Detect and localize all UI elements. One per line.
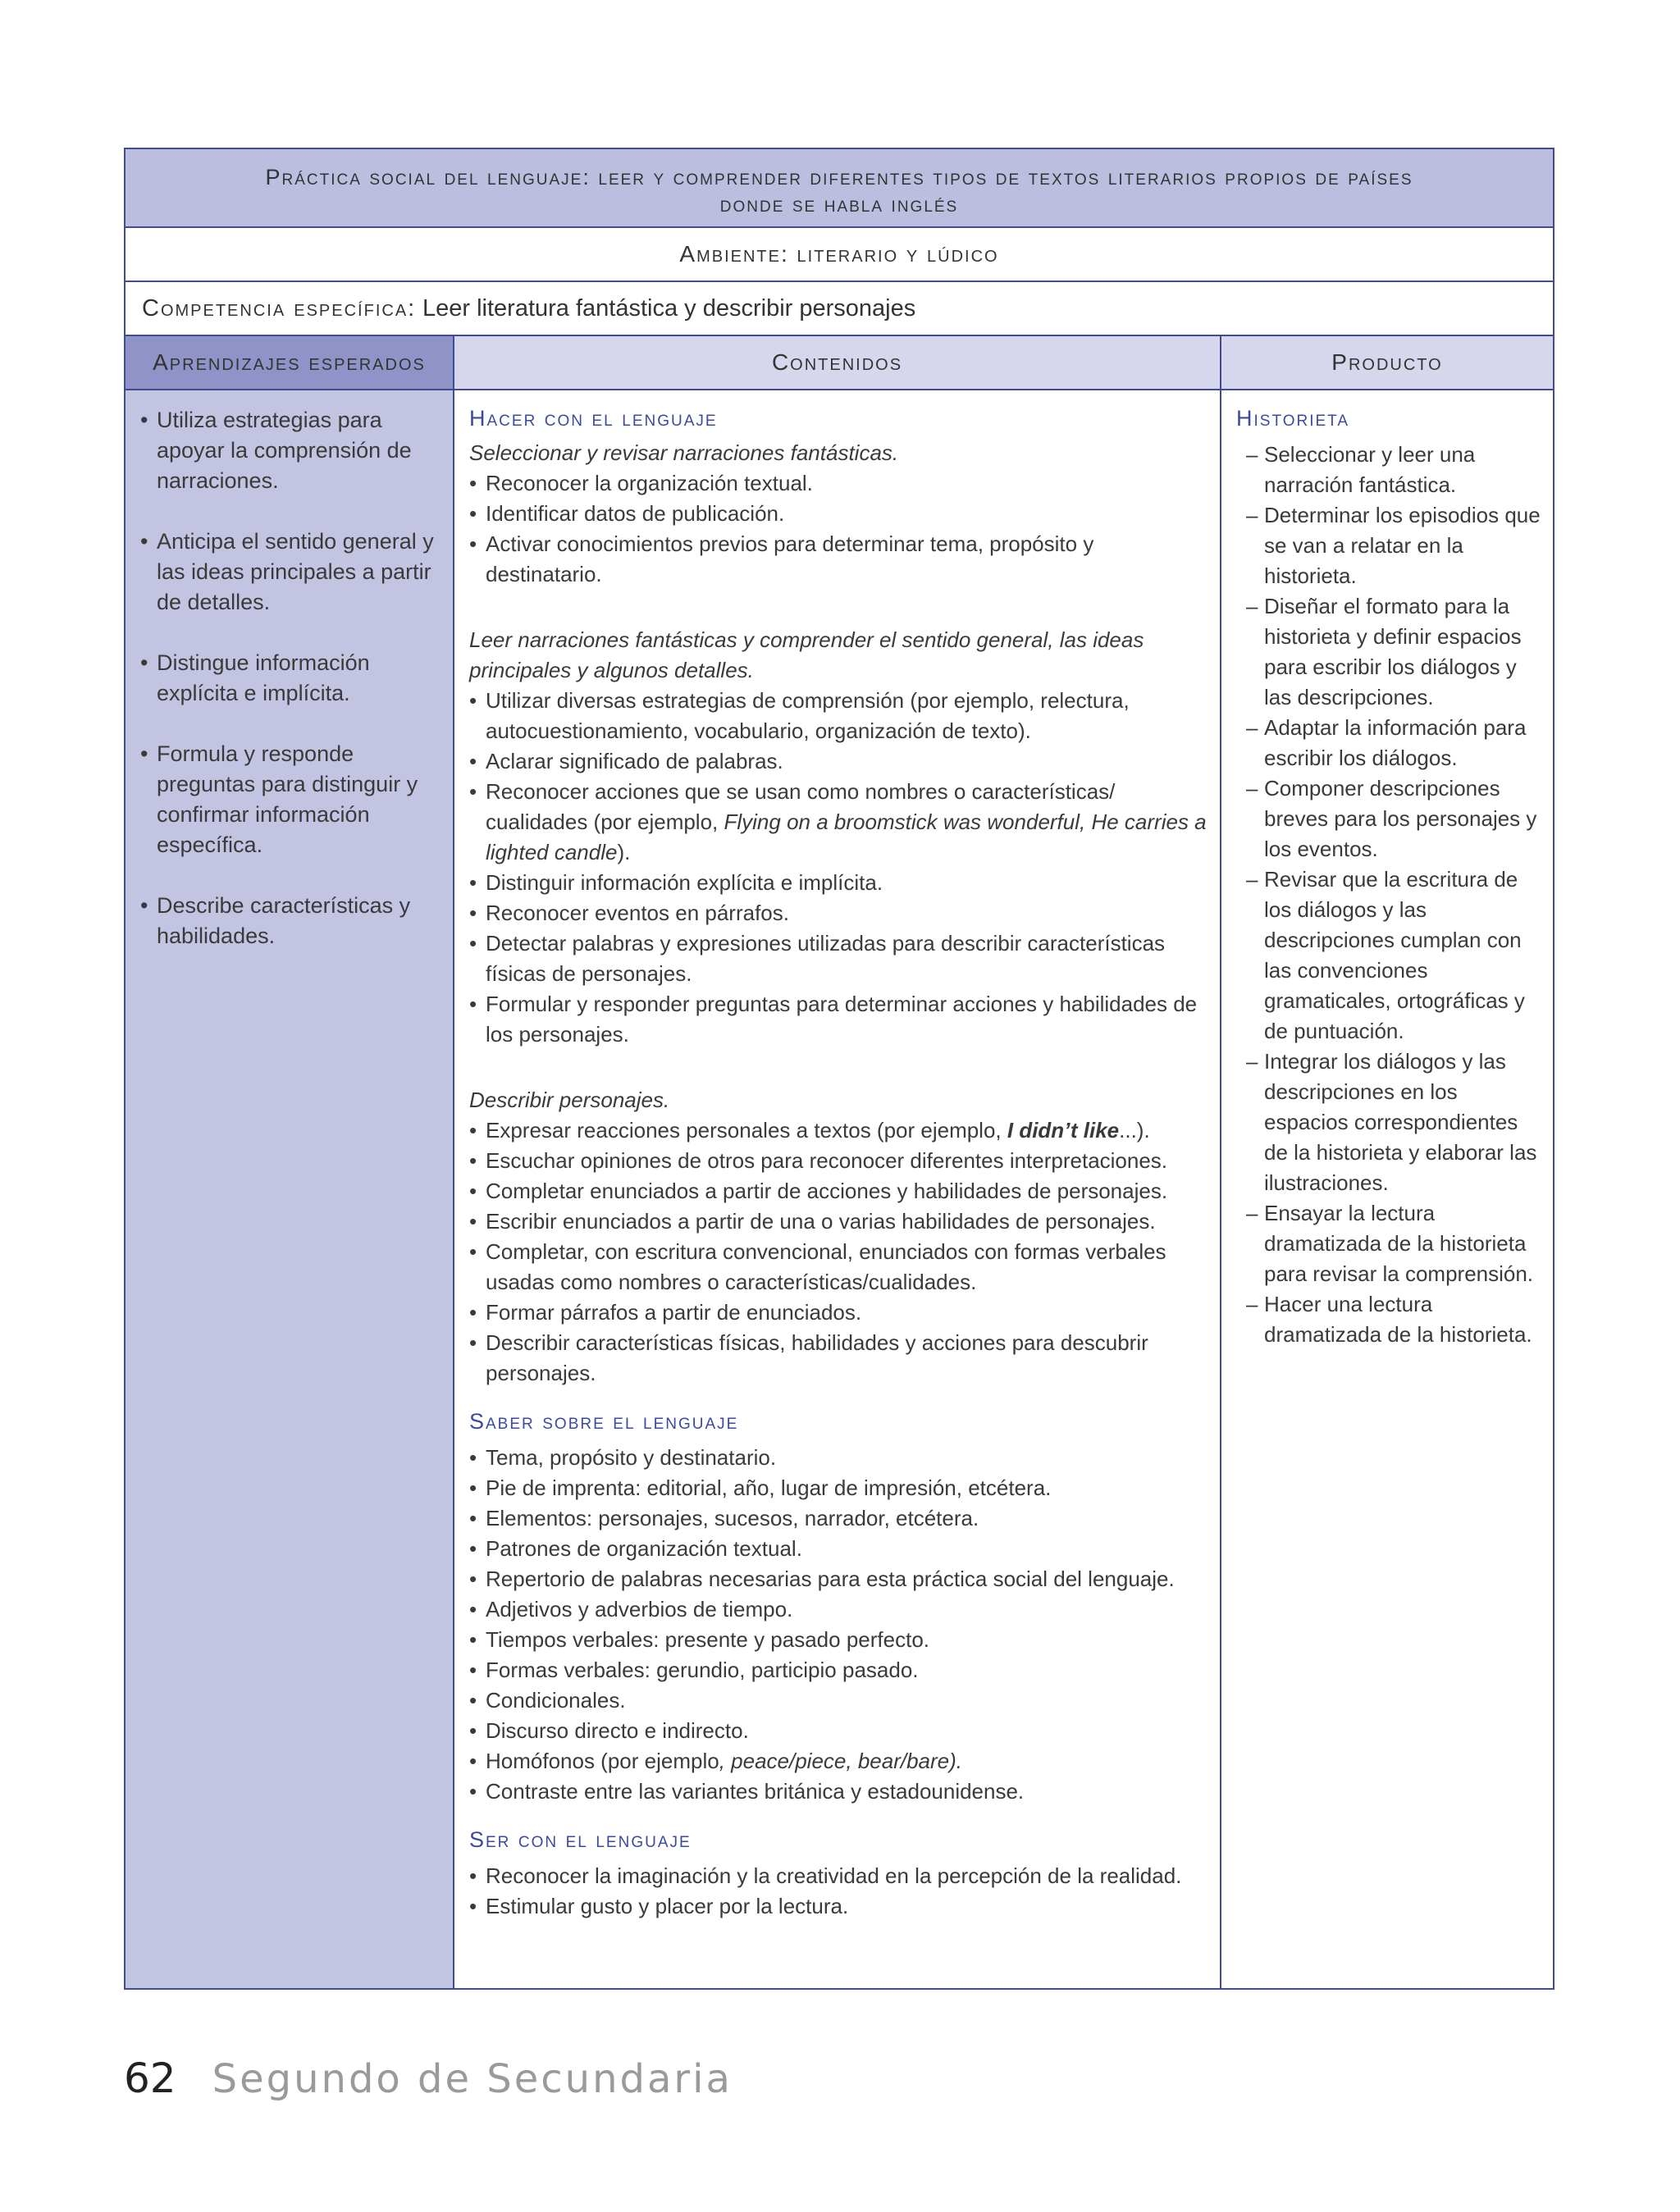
list-item: • Adjetivos y adverbios de tiempo. [469, 1594, 1212, 1625]
list-item: • Homófonos (por ejemplo, peace/piece, bear/bare). [469, 1746, 1212, 1776]
list-item: • Describe características y habilidades. [140, 891, 443, 951]
contenidos-list [469, 1115, 1212, 1389]
ambiente-header: Ambiente: literario y lúdico [126, 228, 1553, 282]
list-item: • Elementos: personajes, sucesos, narrador, etcétera. [469, 1503, 1212, 1534]
group-intro: Describir personajes. [469, 1088, 670, 1112]
saber-list [469, 1443, 1212, 1807]
list-item: • Tiempos verbales: presente y pasado perfecto. [469, 1625, 1212, 1655]
list-item: – Componer descripciones breves para los personajes y los eventos. [1236, 773, 1545, 864]
list-item: • Formula y responde preguntas para distinguir y confirmar información específica. [140, 739, 443, 860]
list-item: • Escribir enunciados a partir de una o varias habilidades de personajes. [469, 1206, 1212, 1237]
list-item: • Distinguir información explícita e implícita. [469, 868, 1212, 898]
list-item: • Formas verbales: gerundio, participio pasado. [469, 1655, 1212, 1685]
list-item: • Estimular gusto y placer por la lectura. [469, 1891, 1212, 1922]
aprendizajes-column [126, 390, 454, 1988]
col-header-aprendizajes: Aprendizajes esperados [126, 336, 454, 390]
list-item: – Adaptar la información para escribir los diálogos. [1236, 713, 1545, 773]
list-item: • Contraste entre las variantes británica y estadounidense. [469, 1776, 1212, 1807]
list-item: • Distingue información explícita e implícita. [140, 648, 443, 709]
curriculum-table [124, 148, 1554, 1990]
list-item: • Completar enunciados a partir de acciones y habilidades de personajes. [469, 1176, 1212, 1206]
list-item: • Repertorio de palabras necesarias para esta práctica social del lenguaje. [469, 1564, 1212, 1594]
list-item: • Formar párrafos a partir de enunciados. [469, 1298, 1212, 1328]
list-item: • Aclarar significado de palabras. [469, 746, 1212, 777]
list-item: • Reconocer la organización textual. [469, 468, 1212, 499]
list-item: – Ensayar la lectura dramatizada de la historieta para revisar la comprensión. [1236, 1198, 1545, 1289]
list-item: • Activar conocimientos previos para determinar tema, propósito y destinatario. [469, 529, 1212, 590]
col-header-contenidos: Contenidos [454, 336, 1221, 390]
list-item: • Condicionales. [469, 1685, 1212, 1716]
group-intro: Seleccionar y revisar narraciones fantásticas. [469, 440, 899, 465]
section-title-historieta: Historieta [1236, 406, 1350, 431]
competencia-header: Competencia específica: Leer literatura fantástica y describir personajes [126, 282, 1553, 336]
page-number: 62 [124, 2055, 176, 2102]
contenidos-list [469, 686, 1212, 1050]
practica-label: Práctica social del lenguaje [265, 165, 583, 189]
practica-header: Práctica social del lenguaje: leer y comprender diferentes tipos de textos literarios propios de países donde se habla inglés [126, 149, 1553, 228]
producto-column [1221, 390, 1553, 1988]
list-item: • Identificar datos de publicación. [469, 499, 1212, 529]
practica-text-2: donde se habla inglés [719, 192, 959, 217]
list-item: – Integrar los diálogos y las descripciones en los espacios correspondientes de la historieta y elaborar las ilustraciones. [1236, 1047, 1545, 1198]
competencia-label: Competencia específica [142, 295, 409, 322]
list-item: – Determinar los episodios que se van a relatar en la historieta. [1236, 500, 1545, 591]
list-item: – Seleccionar y leer una narración fantástica. [1236, 440, 1545, 500]
footer-title: Segundo de Secundaria [212, 2056, 733, 2102]
section-title-hacer: Hacer con el lenguaje [469, 406, 718, 431]
list-item: • Detectar palabras y expresiones utilizadas para describir características físicas de personajes. [469, 928, 1212, 989]
list-item: – Diseñar el formato para la historieta y definir espacios para escribir los diálogos y las descripciones. [1236, 591, 1545, 713]
contenidos-list [469, 468, 1212, 590]
list-item: • Utilizar diversas estrategias de comprensión (por ejemplo, relectura, autocuestionamiento, vocabulario, organización de texto). [469, 686, 1212, 746]
competencia-text: Leer literatura fantástica y describir personajes [422, 295, 916, 322]
section-title-ser: Ser con el lenguaje [469, 1827, 692, 1852]
list-item: • Formular y responder preguntas para determinar acciones y habilidades de los personajes. [469, 989, 1212, 1050]
list-item: • Pie de imprenta: editorial, año, lugar de impresión, etcétera. [469, 1473, 1212, 1503]
section-title-saber: Saber sobre el lenguaje [469, 1409, 739, 1434]
list-item: • Anticipa el sentido general y las ideas principales a partir de detalles. [140, 527, 443, 618]
group-intro: Leer narraciones fantásticas y comprender el sentido general, las ideas principales y algunos detalles. [469, 627, 1144, 682]
ambiente-text: literario y lúdico [797, 241, 999, 267]
list-item: • Tema, propósito y destinatario. [469, 1443, 1212, 1473]
list-item: • Patrones de organización textual. [469, 1534, 1212, 1564]
practica-text: leer y comprender diferentes tipos de textos literarios propios de países [598, 165, 1413, 189]
list-item: • Reconocer eventos en párrafos. [469, 898, 1212, 928]
list-item: • Escuchar opiniones de otros para reconocer diferentes interpretaciones. [469, 1146, 1212, 1176]
ser-list [469, 1861, 1212, 1922]
ambiente-label: Ambiente [679, 241, 781, 267]
list-item: • Describir características físicas, habilidades y acciones para descubrir personajes. [469, 1328, 1212, 1389]
list-item: – Hacer una lectura dramatizada de la historieta. [1236, 1289, 1545, 1350]
aprendizajes-list [140, 405, 443, 951]
list-item: • Utiliza estrategias para apoyar la comprensión de narraciones. [140, 405, 443, 496]
contenidos-column [454, 390, 1221, 1988]
list-item: • Reconocer la imaginación y la creatividad en la percepción de la realidad. [469, 1861, 1212, 1891]
col-header-producto: Producto [1221, 336, 1553, 390]
list-item: • Reconocer acciones que se usan como nombres o características/ cualidades (por ejemplo, Flying on a broomstick was wonderful, He carries a lighted candle). [469, 777, 1212, 868]
producto-list [1236, 440, 1545, 1350]
list-item: • Discurso directo e indirecto. [469, 1716, 1212, 1746]
list-item: • Completar, con escritura convencional, enunciados con formas verbales usadas como nombres o características/cualidades. [469, 1237, 1212, 1298]
page-footer [124, 2055, 733, 2104]
list-item: • Expresar reacciones personales a textos (por ejemplo, I didn’t like...). [469, 1115, 1212, 1146]
list-item: – Revisar que la escritura de los diálogos y las descripciones cumplan con las convenciones gramaticales, ortográficas y de puntuación. [1236, 864, 1545, 1047]
